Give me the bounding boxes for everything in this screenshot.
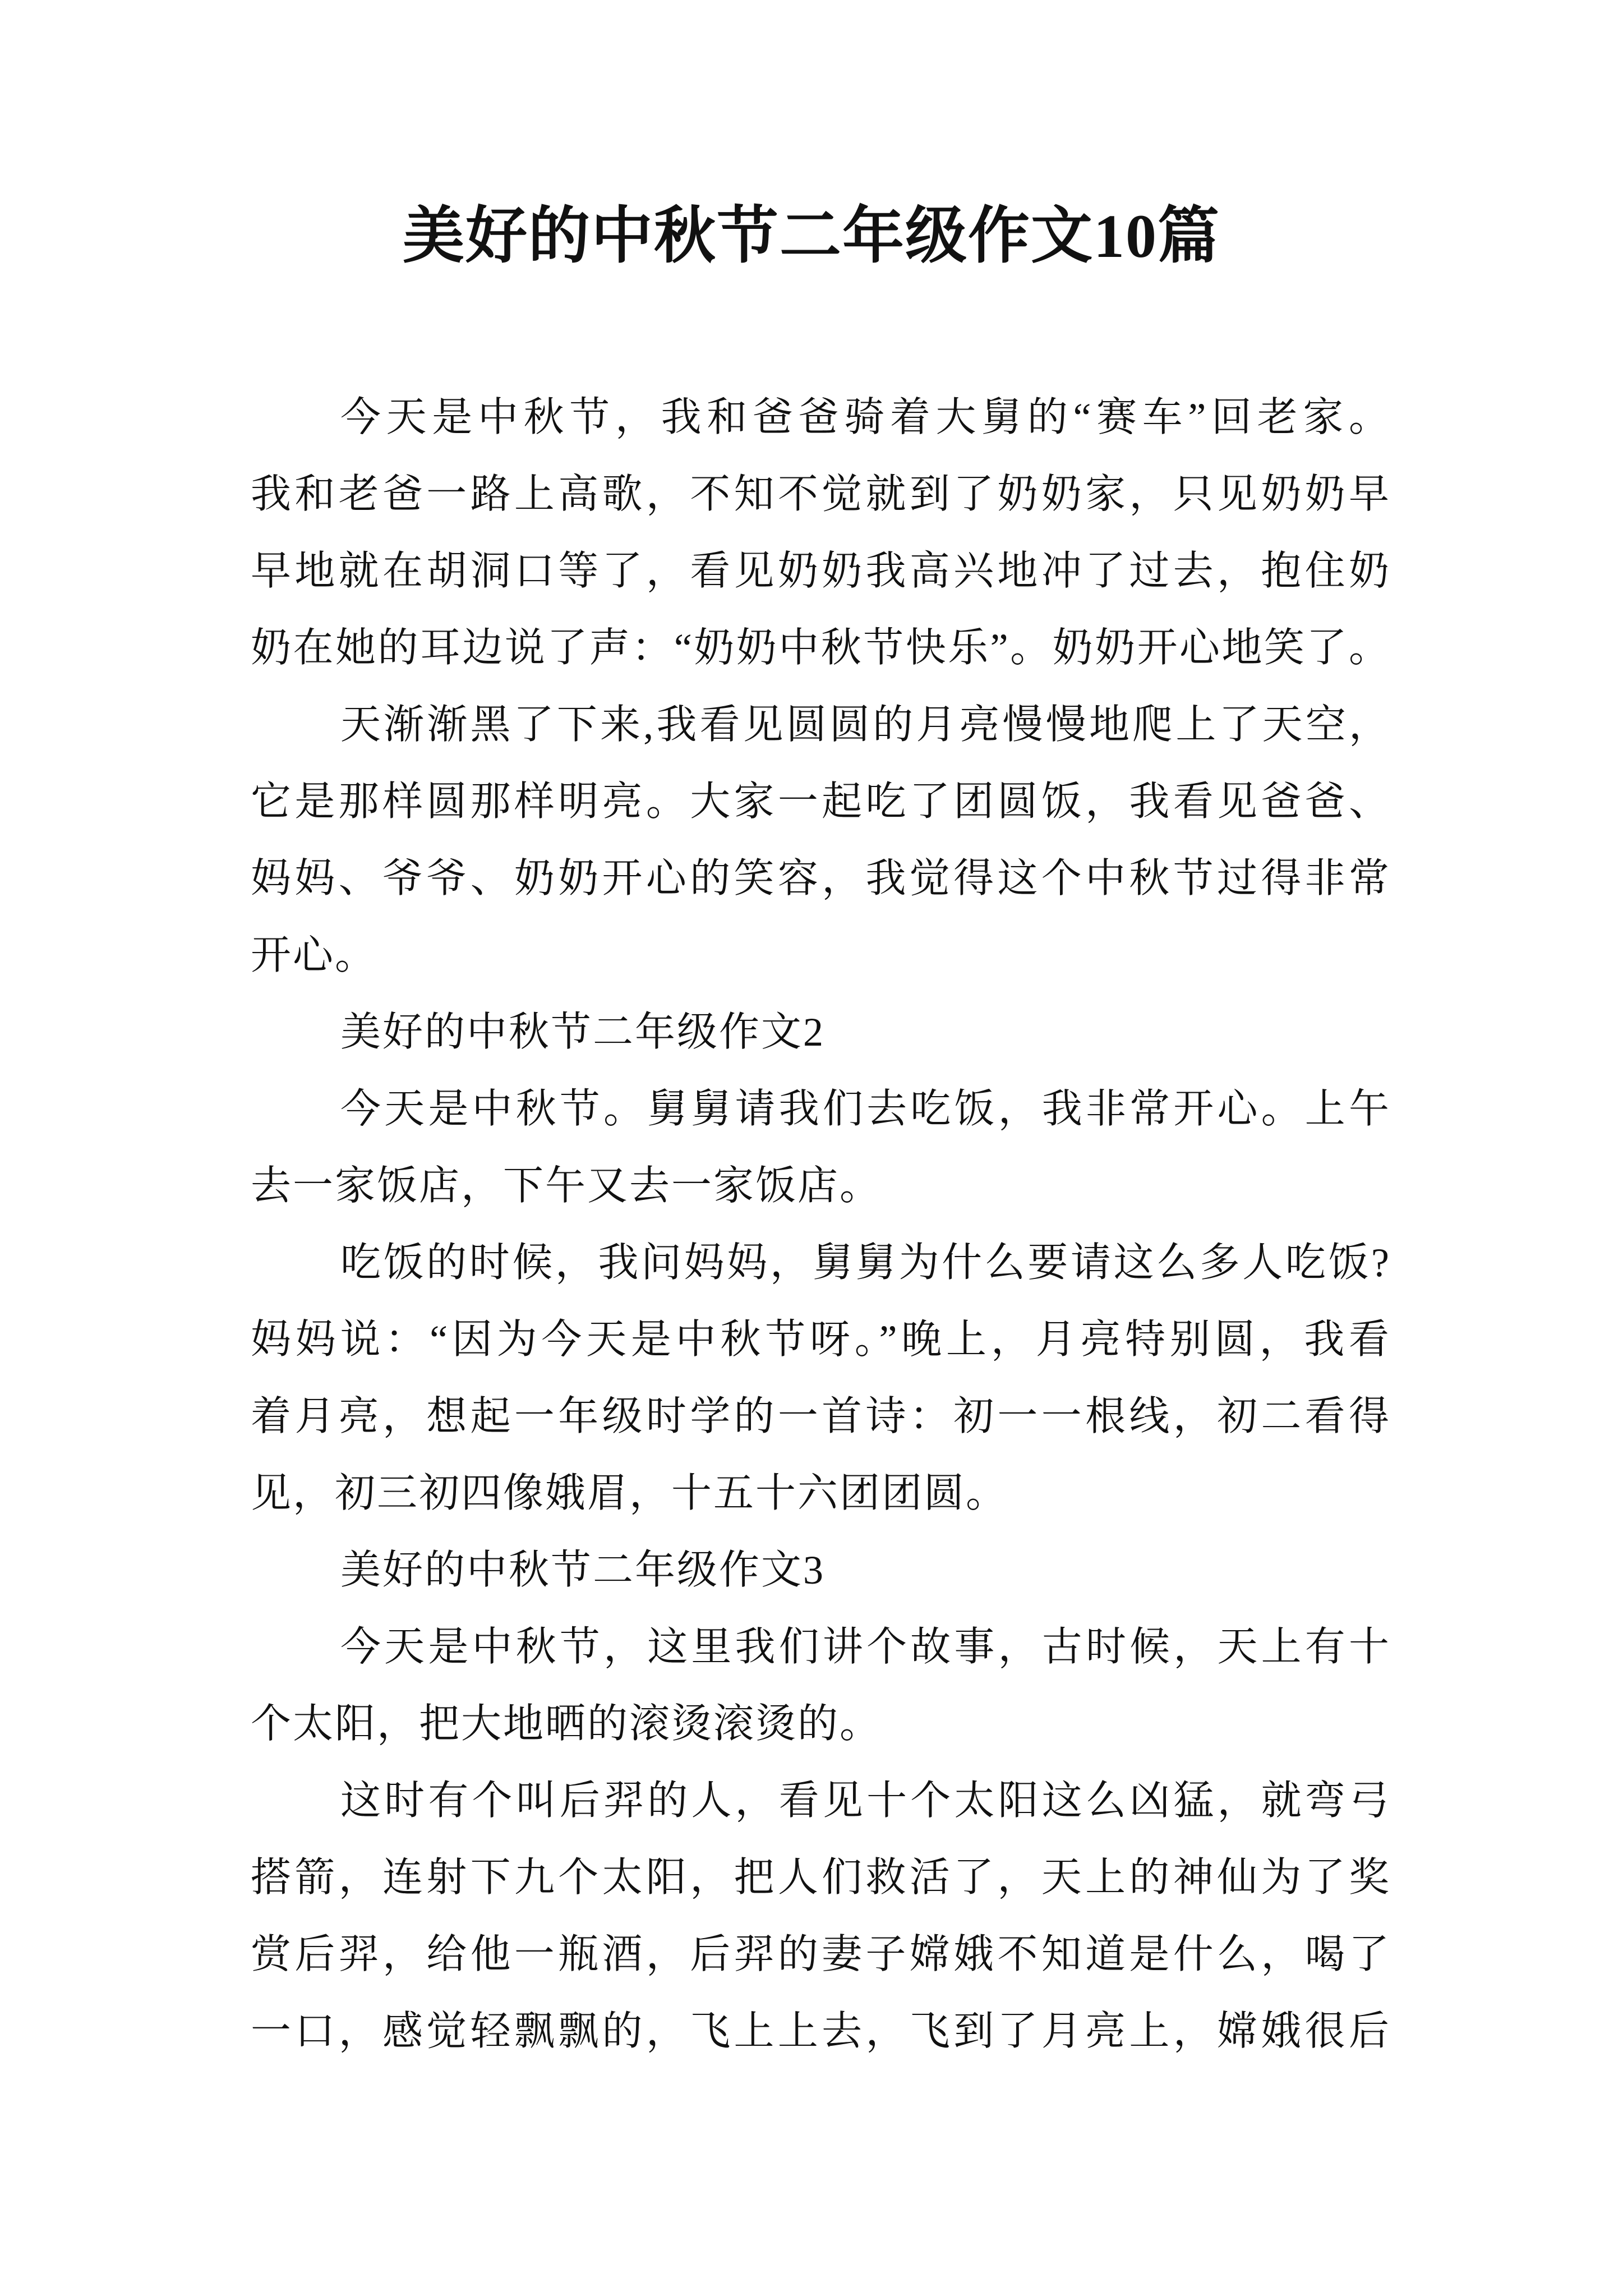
text-line-content: 这时有个叫后羿的人，看见十个太阳这么凶猛，就弯弓 — [340, 1778, 1393, 1823]
text-line — [251, 1455, 1389, 1532]
text-line — [251, 687, 1393, 763]
text-line — [251, 840, 1393, 917]
text-line-content: 一口，感觉轻飘飘的，飞上上去，飞到了月亮上，嫦娥很后 — [251, 2009, 1393, 2054]
text-line-content: 今天是中秋节，这里我们讲个故事，古时候，天上有十 — [340, 1625, 1393, 1669]
text-line-content: 早地就在胡洞口等了，看见奶奶我高兴地冲了过去，抱住奶 — [251, 549, 1393, 593]
text-line-content: 着月亮，想起一年级时学的一首诗：初一一根线，初二看得 — [251, 1394, 1393, 1439]
text-line-content: 奶在她的耳边说了声：“奶奶中秋节快乐”。奶奶开心地笑了。 — [251, 625, 1391, 670]
section-heading-text: 美好的中秋节二年级作文2 — [340, 1010, 826, 1055]
text-line-content: 开心。 — [251, 933, 377, 978]
text-line — [251, 1993, 1393, 2070]
text-line-content: 妈妈说：“因为今天是中秋节呀。”晚上，月亮特别圆，我看 — [251, 1317, 1394, 1362]
section-heading-line — [251, 994, 1389, 1071]
paragraph — [251, 687, 1393, 994]
text-line-content: 搭箭，连射下九个太阳，把人们救活了，天上的神仙为了奖 — [251, 1855, 1393, 1900]
text-line-content: 我和老爸一路上高歌，不知不觉就到了奶奶家，只见奶奶早 — [251, 472, 1393, 517]
text-line-content: 去一家饭店，下午又去一家饭店。 — [251, 1163, 882, 1208]
paragraph — [251, 1763, 1393, 2070]
text-line — [251, 917, 1389, 994]
text-line — [251, 1839, 1393, 1916]
text-line — [251, 1609, 1393, 1686]
text-line-content: 赏后羿，给他一瓶酒，后羿的妻子嫦娥不知道是什么，喝了 — [251, 1932, 1393, 1977]
text-line — [251, 1071, 1393, 1148]
text-line — [251, 1225, 1392, 1301]
text-line — [251, 456, 1393, 533]
section-heading — [251, 994, 1389, 1071]
text-line — [251, 1301, 1394, 1378]
text-line-content: 个太阳，把大地晒的滚烫滚烫的。 — [251, 1701, 882, 1746]
text-line — [251, 1378, 1393, 1455]
text-line — [251, 1686, 1389, 1763]
text-line — [251, 763, 1393, 840]
paragraph — [251, 1071, 1393, 1225]
text-line-content: 妈妈、爷爷、奶奶开心的笑容，我觉得这个中秋节过得非常 — [251, 856, 1393, 901]
section-heading-text: 美好的中秋节二年级作文3 — [340, 1548, 826, 1593]
text-line-content: 它是那样圆那样明亮。大家一起吃了团圆饭，我看见爸爸、 — [251, 779, 1393, 824]
text-line — [251, 610, 1389, 687]
text-line-content: 今天是中秋节。舅舅请我们去吃饭，我非常开心。上午 — [340, 1087, 1393, 1131]
document-body — [251, 379, 1395, 2070]
section-heading-line — [251, 1532, 1389, 1609]
text-line — [251, 533, 1393, 610]
text-line-content: 吃饭的时候，我问妈妈，舅舅为什么要请这么多人吃饭? — [340, 1240, 1392, 1285]
text-line-content: 天渐渐黑了下来,我看见圆圆的月亮慢慢地爬上了天空， — [340, 702, 1393, 747]
document-title: 美好的中秋节二年级作文10篇 — [403, 202, 1220, 270]
paragraph — [251, 1609, 1393, 1763]
paragraph — [251, 379, 1395, 687]
section-heading — [251, 1532, 1389, 1609]
text-line — [251, 1916, 1393, 1993]
text-line — [251, 379, 1395, 456]
text-line — [251, 1763, 1393, 1839]
text-line-content: 见，初三初四像娥眉，十五十六团团圆。 — [251, 1471, 1008, 1516]
paragraph — [251, 1225, 1394, 1532]
text-line — [251, 1148, 1389, 1225]
text-line-content: 今天是中秋节，我和爸爸骑着大舅的“赛车”回老家。 — [340, 395, 1395, 440]
